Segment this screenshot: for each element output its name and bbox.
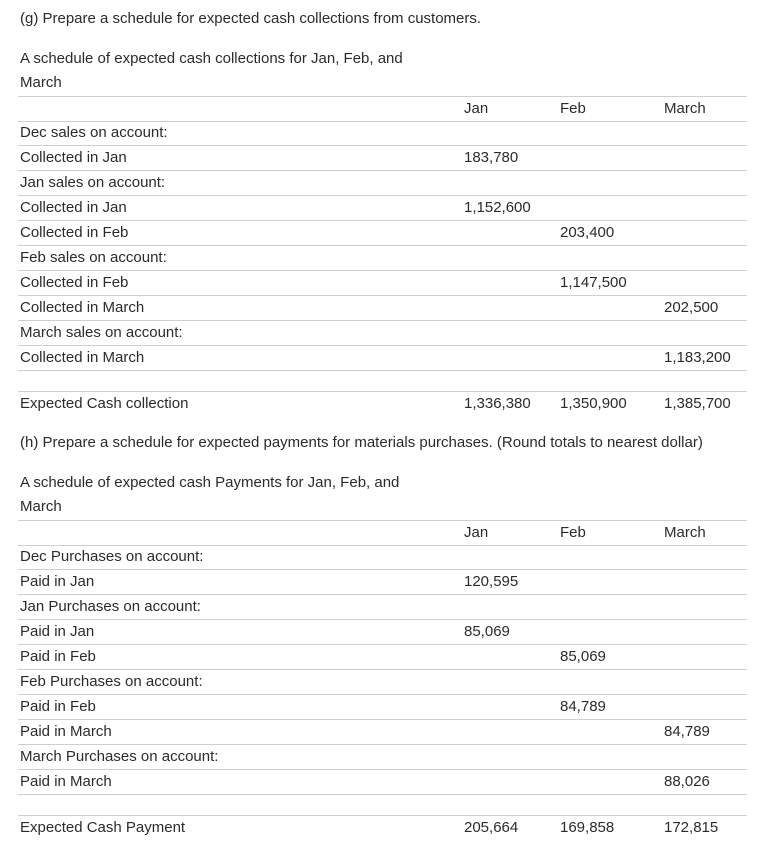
- payments-row: [18, 645, 747, 670]
- row-label: Collected in Jan: [20, 149, 127, 166]
- row-label: Feb Purchases on account:: [20, 673, 203, 690]
- collections-row: [18, 296, 747, 321]
- total-march: 1,385,700: [664, 395, 731, 412]
- collections-row: [18, 346, 747, 371]
- col-feb-header: Feb: [560, 524, 586, 541]
- payments-header-row: [18, 520, 747, 546]
- section-h-heading: (h) Prepare a schedule for expected payments for materials purchases. (Round totals to nearest dollar): [20, 434, 703, 451]
- total-jan: 205,664: [464, 819, 519, 836]
- payments-row: [18, 670, 747, 695]
- row-label: Paid in March: [20, 773, 112, 790]
- collections-header-row: [18, 96, 747, 122]
- total-feb: 169,858: [560, 819, 615, 836]
- payments-row: [18, 595, 747, 620]
- row-label: Collected in Jan: [20, 199, 127, 216]
- total-label: Expected Cash collection: [20, 395, 189, 412]
- march-value: 88,026: [664, 773, 710, 790]
- section-g-subtitle: A schedule of expected cash collections for Jan, Feb, and March: [20, 50, 403, 91]
- collections-row: [18, 271, 747, 296]
- row-label: Collected in March: [20, 349, 145, 366]
- march-value: 84,789: [664, 723, 710, 740]
- payments-row: [18, 545, 747, 570]
- payments-row: [18, 620, 747, 645]
- feb-value: 84,789: [560, 698, 606, 715]
- row-label: Collected in Feb: [20, 224, 129, 241]
- total-label: Expected Cash Payment: [20, 819, 186, 836]
- col-march-header: March: [664, 100, 706, 117]
- jan-value: 183,780: [464, 149, 519, 166]
- row-label: Feb sales on account:: [20, 249, 167, 266]
- payments-row: [18, 745, 747, 770]
- row-label: March sales on account:: [20, 324, 183, 341]
- payments-row: [18, 695, 747, 720]
- collections-row: [18, 146, 747, 171]
- jan-value: 1,152,600: [464, 199, 531, 216]
- feb-value: 203,400: [560, 224, 615, 241]
- march-value: 202,500: [664, 299, 719, 316]
- row-label: Dec Purchases on account:: [20, 548, 204, 565]
- section-h-subtitle: A schedule of expected cash Payments for Jan, Feb, and March: [20, 474, 400, 515]
- payments-row: [18, 570, 747, 595]
- col-feb-header: Feb: [560, 100, 586, 117]
- collections-row: [18, 246, 747, 271]
- row-label: Paid in Feb: [20, 698, 96, 715]
- row-label: Collected in March: [20, 299, 145, 316]
- collections-total-row: [18, 391, 747, 416]
- row-label: Paid in Jan: [20, 573, 95, 590]
- march-value: 1,183,200: [664, 349, 731, 366]
- jan-value: 85,069: [464, 623, 510, 640]
- row-label: Dec sales on account:: [20, 124, 168, 141]
- row-label: Collected in Feb: [20, 274, 129, 291]
- col-march-header: March: [664, 524, 706, 541]
- total-jan: 1,336,380: [464, 395, 531, 412]
- collections-row: [18, 171, 747, 196]
- row-label: Jan sales on account:: [20, 174, 166, 191]
- payments-row: [18, 720, 747, 745]
- row-label: Jan Purchases on account:: [20, 598, 201, 615]
- collections-row: [18, 221, 747, 246]
- col-jan-header: Jan: [464, 100, 489, 117]
- total-feb: 1,350,900: [560, 395, 627, 412]
- row-label: Paid in Jan: [20, 623, 95, 640]
- collections-row: [18, 321, 747, 346]
- payments-total-row: [18, 815, 747, 840]
- total-march: 172,815: [664, 819, 719, 836]
- feb-value: 1,147,500: [560, 274, 627, 291]
- col-jan-header: Jan: [464, 524, 489, 541]
- payments-row: [18, 770, 747, 795]
- row-label: Paid in Feb: [20, 648, 96, 665]
- row-label: Paid in March: [20, 723, 112, 740]
- feb-value: 85,069: [560, 648, 606, 665]
- collections-row: [18, 196, 747, 221]
- row-label: March Purchases on account:: [20, 748, 219, 765]
- jan-value: 120,595: [464, 573, 519, 590]
- collections-row: [18, 121, 747, 146]
- section-g-heading: (g) Prepare a schedule for expected cash collections from customers.: [20, 10, 482, 27]
